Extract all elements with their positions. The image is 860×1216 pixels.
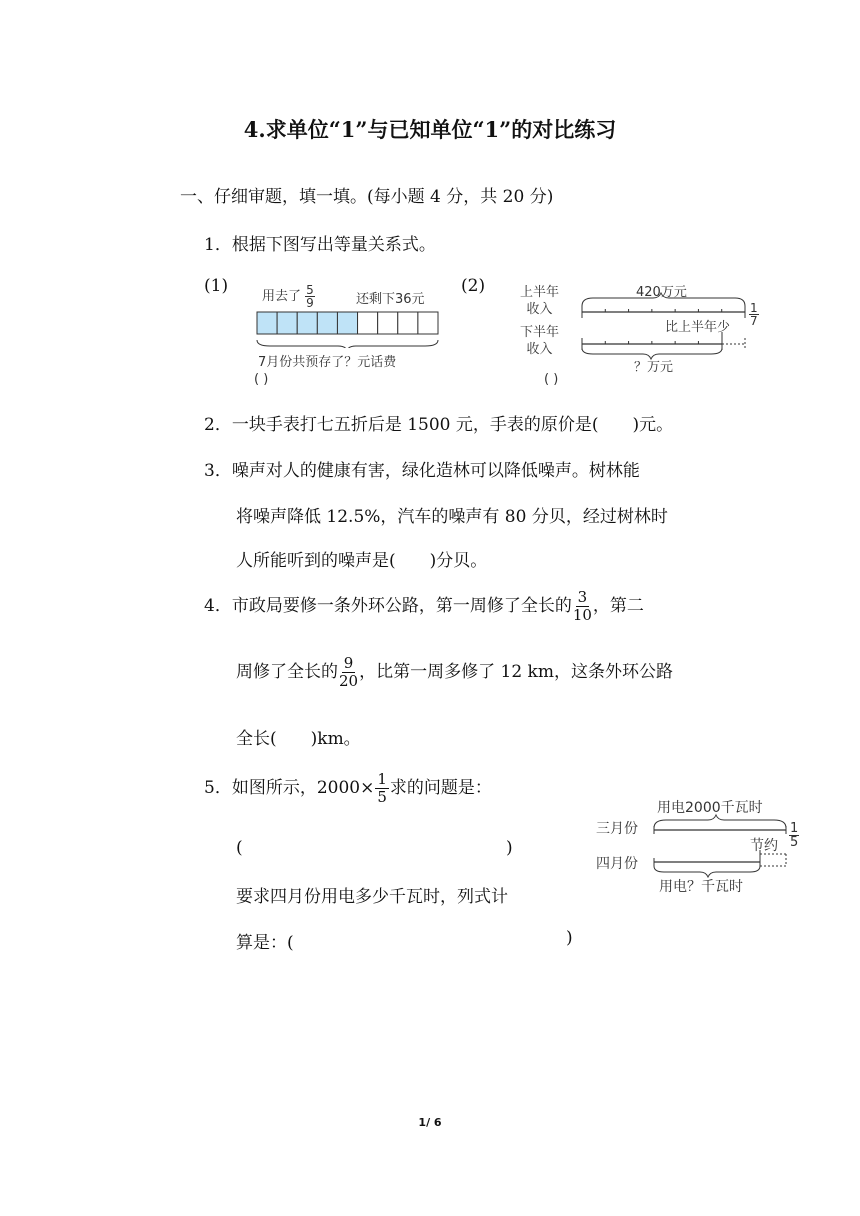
- q5-line-diagram: [648, 812, 793, 878]
- q1-sub1-label: (1): [204, 276, 229, 296]
- q1-sub2-label: (2): [461, 276, 486, 296]
- less-fraction: $\frac{1}{7}$: [750, 301, 758, 328]
- question-3-line2: 将噪声降低 12.5%，汽车的噪声有 80 分贝，经过树林时: [236, 507, 668, 527]
- march-brace: [654, 815, 786, 828]
- fraction-3-10: $\frac{3}{10}$: [572, 588, 592, 624]
- less-label: 比上半年少: [665, 320, 731, 335]
- bar-cell-remaining: [378, 312, 398, 334]
- q1-used-label: 用去了 $\frac{5}{9}$: [262, 283, 314, 310]
- march-use-label: 用电2000千瓦时: [657, 800, 763, 816]
- q1-bar-diagram: [250, 308, 450, 348]
- save-label: 节约: [750, 838, 778, 854]
- top-amount-label: 420万元: [636, 285, 687, 300]
- q5-blank1-open[interactable]: (: [236, 838, 243, 858]
- bar-cell-remaining: [418, 312, 438, 334]
- q5-blank2-close: ): [566, 928, 573, 948]
- question-2: 2．一块手表打七五折后是 1500 元，手表的原价是( )元。: [204, 415, 674, 435]
- question-5-line2: 要求四月份用电多少千瓦时，列式计: [236, 887, 508, 907]
- bar-cell-used: [297, 312, 317, 334]
- q5-blank1-close: ): [506, 838, 513, 858]
- bar-cell-used: [277, 312, 297, 334]
- question-4-line1: 4．市政局要修一条外环公路，第一周修了全长的 $\frac{3}{10}$ ，第二: [204, 588, 644, 624]
- bar-cell-used: [257, 312, 277, 334]
- april-brace: [654, 866, 760, 877]
- first-half-label: 上半年 收入: [520, 285, 560, 317]
- second-half-label: 下半年 收入: [520, 325, 560, 357]
- q1-sub2-answer-blank[interactable]: ( ): [544, 372, 559, 387]
- april-label: 四月份: [596, 856, 638, 872]
- bar-cell-remaining: [358, 312, 378, 334]
- question-4-line3: 全长( )km。: [236, 729, 361, 749]
- page-number: 1/ 6: [418, 1116, 442, 1129]
- question-4-line2: 周修了全长的 $\frac{9}{20}$ ，比第一周多修了 12 km，这条外环公路: [236, 654, 673, 690]
- march-label: 三月份: [596, 821, 638, 837]
- q1-answer-blank[interactable]: ( ): [254, 372, 269, 387]
- bar-cell-used: [337, 312, 357, 334]
- q1-remain-label: 还剩下36元: [356, 292, 425, 307]
- page-title: 4.求单位“1”与已知单位“1”的对比练习: [243, 117, 617, 142]
- april-use-label: 用电？千瓦时: [659, 879, 743, 895]
- bar-cell-used: [317, 312, 337, 334]
- question-1: 1．根据下图写出等量关系式。: [204, 235, 436, 255]
- question-3-line1: 3．噪声对人的健康有害，绿化造林可以降低噪声。树林能: [204, 461, 640, 481]
- bottom-amount-label: ？万元: [634, 360, 674, 375]
- top-brace: [582, 293, 745, 306]
- question-5-line1: 5．如图所示，2000× $\frac{1}{5}$ 求的问题是：: [204, 770, 492, 806]
- section-heading: 一、仔细审题，填一填。(每小题 4 分，共 20 分): [180, 187, 554, 207]
- bar-cell-remaining: [398, 312, 418, 334]
- q1-bottom-label: 7月份共预存了？元话费: [258, 355, 397, 370]
- question-5-line3[interactable]: 算是：(: [236, 933, 294, 953]
- q1-brace: [257, 340, 438, 348]
- save-fraction: $\frac{1}{5}$: [790, 821, 799, 850]
- fraction-1-5: $\frac{1}{5}$: [377, 770, 387, 806]
- question-3-line3: 人所能听到的噪声是( )分贝。: [236, 551, 488, 571]
- fraction-9-20: $\frac{9}{20}$: [339, 654, 359, 690]
